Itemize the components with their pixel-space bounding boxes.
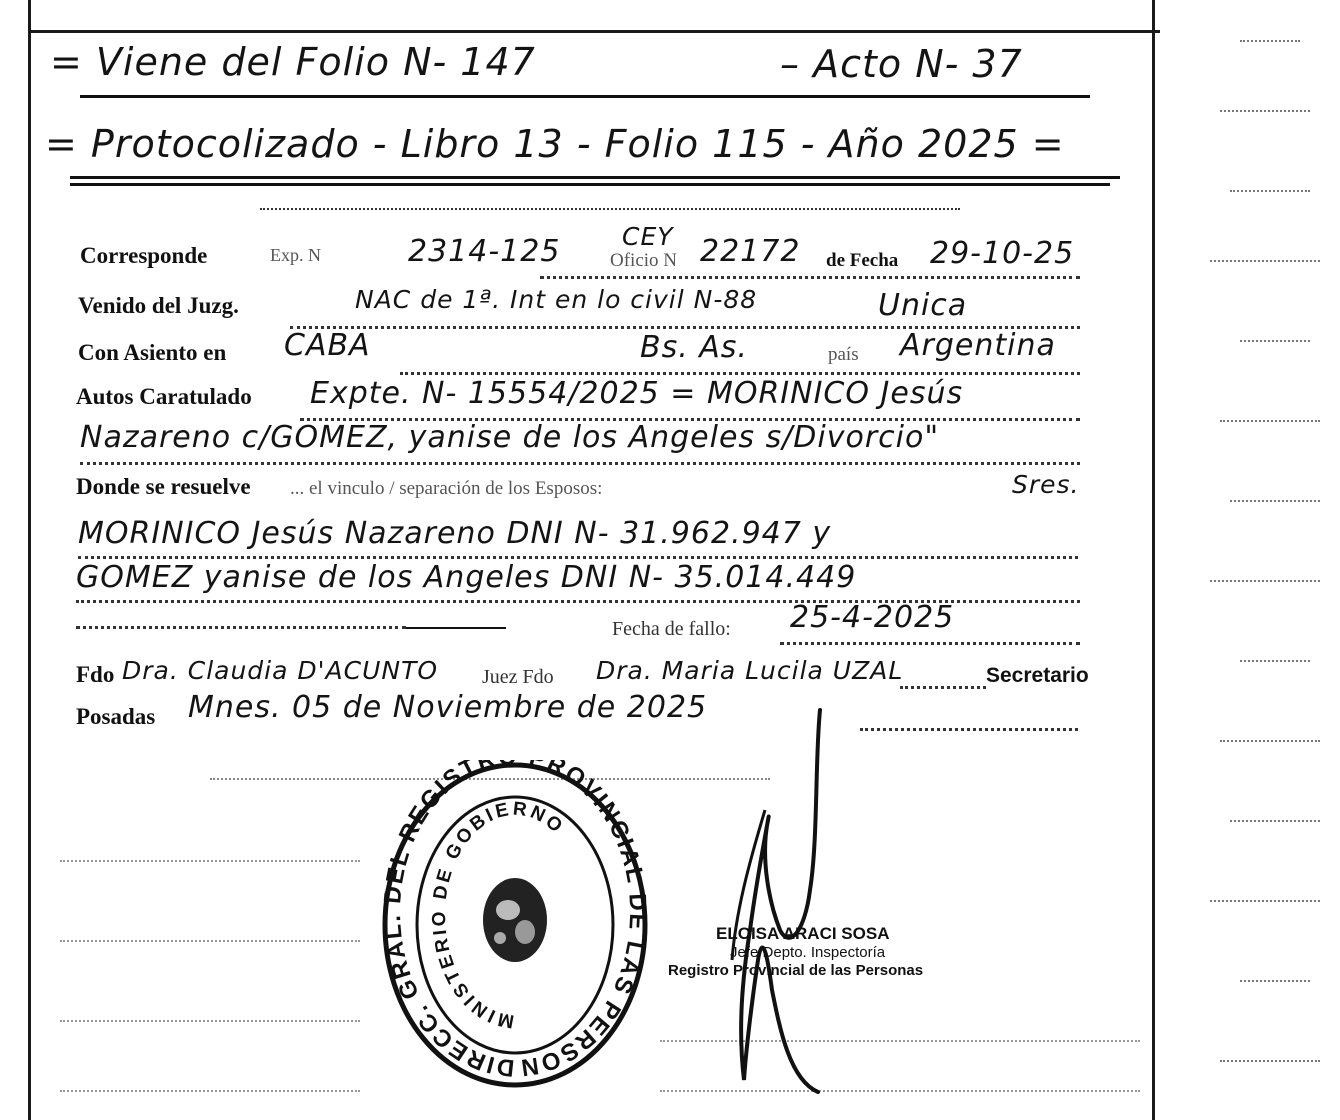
corresponde-partial: Exp. N: [270, 245, 321, 265]
viene-del-folio-text: = Viene del Folio N- 147: [50, 40, 536, 84]
fecha-fallo-label: Fecha de fallo:: [612, 618, 731, 640]
corresponde-dots: [540, 276, 1080, 279]
fecha-fallo-value: 25-4-2025: [790, 600, 955, 635]
protocolizado-text: = Protocolizado - Libro 13 - Folio 115 - Año 2025 =: [45, 122, 1065, 166]
esposo-1: MORINICO Jesús Nazareno DNI N- 31.962.947 y: [78, 516, 832, 551]
provincia-value: Bs. As.: [640, 330, 748, 365]
juzgado-unica: Unica: [878, 288, 968, 323]
oficio-value: 22172: [700, 234, 801, 269]
donde-partial: ... el vinculo / separación de los Esposos:: [290, 478, 603, 499]
cey-value: CEY: [622, 222, 674, 251]
lower-dots-2: [60, 860, 360, 862]
acto-number-text: – Acto N- 37: [780, 42, 1023, 86]
autos-dots-2: [80, 462, 1080, 465]
signature: [640, 700, 840, 1105]
header-dotted-rule: [260, 208, 960, 210]
asiento-dots: [400, 372, 1080, 375]
autos-line2: Nazareno c/GOMEZ, yanise de los Angeles s/Divorcio": [80, 420, 940, 455]
stamp-name: ELOISA ARACI SOSA: [716, 924, 890, 943]
corresponde-label: Corresponde: [80, 243, 208, 268]
fdo-secretario-value: Dra. Maria Lucila UZAL: [596, 656, 904, 685]
top-rule: [28, 30, 1160, 33]
esposo-1-dots: [78, 556, 1078, 559]
left-border: [28, 0, 31, 1120]
fallo-dots-left: [76, 626, 406, 629]
fecha-value: 29-10-25: [930, 236, 1075, 271]
asiento-value: CABA: [284, 328, 371, 363]
seal-outer-text: DIRECC. GRAL. DEL REGISTR ROVINCIAL DE LAS PERSON: [380, 760, 650, 1082]
lower-dots-4: [60, 1020, 360, 1022]
fallo-dots-right: [780, 642, 1080, 645]
posadas-value: Mnes. 05 de Noviembre de 2025: [188, 690, 708, 725]
header-underline-2: [70, 176, 1120, 179]
posadas-label: Posadas: [76, 704, 156, 729]
donde-label: Donde se resuelve: [76, 474, 251, 499]
esposo-2: GOMEZ yanise de los Angeles DNI N- 35.014.449: [76, 560, 857, 595]
fdo-label: Fdo: [76, 662, 115, 687]
coat-of-arms-icon: [483, 878, 547, 962]
stamp-org: Registro Provincial de las Personas: [668, 962, 924, 979]
juzgado-value: NAC de 1ª. Int en lo civil N-88: [355, 285, 758, 314]
expediente-value: 2314-125: [408, 234, 561, 269]
stamp-title: Jefe Depto. Inspectoría: [730, 944, 886, 961]
official-seal: [380, 760, 650, 1095]
asiento-label: Con Asiento en: [78, 340, 227, 365]
pais-value: Argentina: [900, 328, 1056, 363]
right-dotted-margin: [1200, 0, 1340, 1120]
oficio-label: Oficio N: [610, 250, 678, 271]
fecha-label: de Fecha: [826, 250, 899, 271]
header-underline-3: [70, 183, 1110, 186]
header-underline-1: [80, 95, 1090, 98]
fallo-line-left: [406, 627, 506, 629]
secretario-label: Secretario: [986, 664, 1089, 687]
autos-line1: Expte. N- 15554/2025 = MORINICO Jesús: [310, 376, 964, 411]
lower-dots-3: [60, 940, 360, 942]
juez-label: Juez Fdo: [482, 666, 554, 688]
right-border: [1152, 0, 1155, 1120]
lower-dots-5: [60, 1090, 360, 1092]
seal-inner-text: MINISTERIO DE GOBIERNO: [428, 798, 569, 1032]
venido-label: Venido del Juzg.: [78, 293, 239, 318]
pais-partial: país: [828, 344, 859, 365]
esposos-prefix: Sres.: [1012, 470, 1080, 499]
fdo-dots: [900, 686, 986, 689]
autos-label: Autos Caratulado: [76, 384, 252, 409]
posadas-dots: [860, 728, 1078, 731]
fdo-juez-value: Dra. Claudia D'ACUNTO: [122, 656, 439, 685]
